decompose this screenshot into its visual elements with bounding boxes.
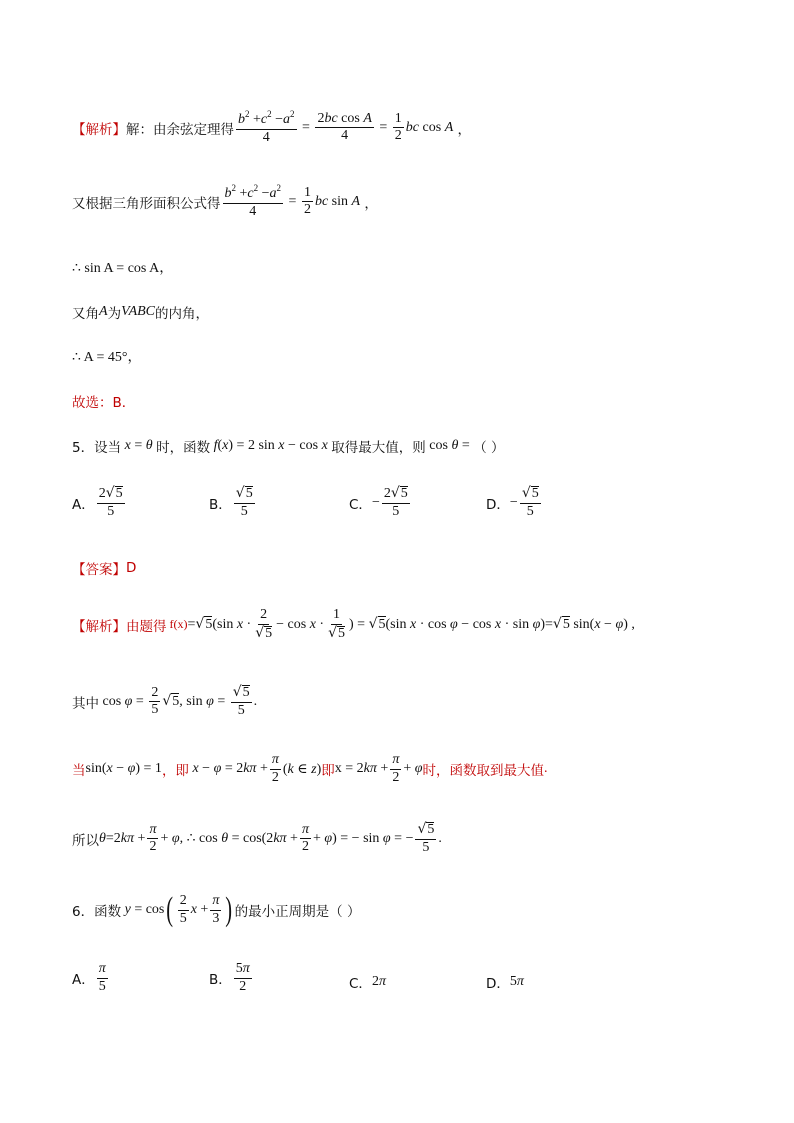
fraction: $\frac{1}{2}$ (303, 184, 311, 218)
question-number: 5． (72, 440, 95, 456)
option-label: B． (209, 496, 232, 513)
fraction: $\frac{b^2 +c^2 -a^2}{4}$ (224, 183, 282, 219)
analysis-text: ∴ A = 45°， (72, 350, 142, 365)
q5-option-d[interactable]: D． − √ 5 5 (486, 485, 539, 519)
option-label: C． (349, 976, 372, 992)
question-text: 的最小正周期是（ ） (234, 904, 361, 920)
question-text: （ ） (473, 440, 505, 456)
analysis-text: 即 (321, 763, 335, 780)
q6-option-b[interactable]: B． $\frac{5\pi}{2}$ (209, 961, 250, 994)
analysis-text: 为 (107, 306, 122, 322)
analysis-text: 所以 (72, 832, 99, 849)
answer-value: D (126, 560, 137, 576)
q5-analysis-line3: 当 sin(x − φ) = 1 ，即 x − φ = 2kπ + $\frac{\pi}{2}$ (k ∈ z) 即 x = 2kπ + $\frac{\pi}{2}$ + φ 时，函数取到最大值 . (72, 752, 548, 785)
q5-option-a[interactable]: A． 2 √ 5 5 (72, 485, 123, 519)
analysis-text: ∴ sin A = cos A， (72, 261, 174, 276)
option-label: A． (72, 496, 95, 513)
analysis-text: 又角 (72, 306, 99, 322)
q5-option-b[interactable]: B． √ 5 5 (209, 485, 253, 519)
answer-tag: 【答案】 (72, 562, 126, 578)
analysis-text: 其中 (72, 695, 99, 712)
q5-analysis-line2: 其中 cos φ = $\frac{2}{5}$ √ 5 , sin φ = √ 5 5 . (72, 684, 258, 718)
question-text: 时，函数 (156, 440, 211, 456)
option-label: C． (349, 496, 372, 513)
angle-label: A (99, 304, 108, 319)
analysis-text: 时，函数取到最大值 (422, 763, 544, 780)
fraction: $\frac{1}{2}$ (394, 110, 402, 144)
q4-analysis-line3 (72, 257, 173, 277)
analysis-text: 又根据三角形面积公式得 (72, 195, 221, 212)
q6-option-a[interactable]: A． $\frac{\pi}{5}$ (72, 961, 106, 994)
q5-analysis-line4: 所以 θ=2kπ + $\frac{\pi}{2}$ + φ, ∴ cos θ = cos(2kπ + $\frac{\pi}{2}$ + φ) = − sin φ = − √ 5 5 . (72, 821, 442, 855)
q4-analysis-line2: 又根据三角形面积公式得 $\frac{b^2 +c^2 -a^2}{4}$ = $\frac{1}{2}$ bc sin A ， (72, 183, 378, 219)
question-text: 函数 (94, 904, 122, 920)
q4-analysis-line6 (72, 391, 135, 411)
q6-stem: 6． 函数 y = cos ( $\frac{2}{5}$ x + $\frac{\pi}{3}$ ) 的最小正周期是（ ） (72, 891, 361, 928)
analysis-text: 解：由余弦定理得 (126, 121, 234, 138)
analysis-tag: 【解析】 (72, 618, 126, 635)
question-text: 设当 (94, 440, 122, 456)
option-label: A． (72, 972, 95, 989)
q4-analysis-line1: 【解析】 解：由余弦定理得 $\frac{b^2 +c^2 -a^2}{4}$ = $\frac{\text{2bc cos A}}{4}$ = $\frac{1}{2}$ bc cos A ， (72, 109, 472, 145)
question-text: 取得最大值，则 (331, 440, 426, 456)
analysis-text: 的内角， (155, 306, 210, 322)
q5-option-c[interactable]: C． − 2 √ 5 5 (349, 485, 408, 519)
analysis-text: 故选：B． (72, 395, 136, 411)
analysis-text: ，即 (161, 763, 189, 780)
q5-analysis-line1: 【解析】 由题得 f(x) = √ 5 (sin x · 2 √ 5 − cos x · 1 √ 5 ) = √ 5 (sin x · cos φ − cos x · sin φ)= √ 5 sin(x − φ) , (72, 607, 635, 641)
fraction: $\frac{\text{2bc cos A}}{4}$ (317, 110, 372, 144)
option-label: D． (486, 976, 510, 992)
fraction: $\frac{b^2 +c^2 -a^2}{4}$ (238, 109, 295, 145)
option-label: D． (486, 496, 510, 513)
q5-answer (72, 558, 136, 578)
option-label: B． (209, 972, 232, 989)
q4-analysis-line5 (72, 346, 141, 366)
q6-option-c[interactable]: C． 2π (349, 974, 386, 992)
analysis-tag: 【解析】 (72, 121, 126, 138)
question-number: 6． (72, 904, 95, 920)
analysis-text: 由题得 (126, 618, 167, 635)
triangle-label: VABC (121, 304, 156, 319)
analysis-text: 当 (72, 763, 86, 780)
q5-stem: 5． 设当 x = θ 时，函数 f(x) = 2 sin x − cos x 取得最大值，则 cos θ = （ ） (72, 438, 505, 456)
q6-option-d[interactable]: D． 5π (486, 974, 524, 992)
q4-analysis-line4 (72, 302, 209, 322)
